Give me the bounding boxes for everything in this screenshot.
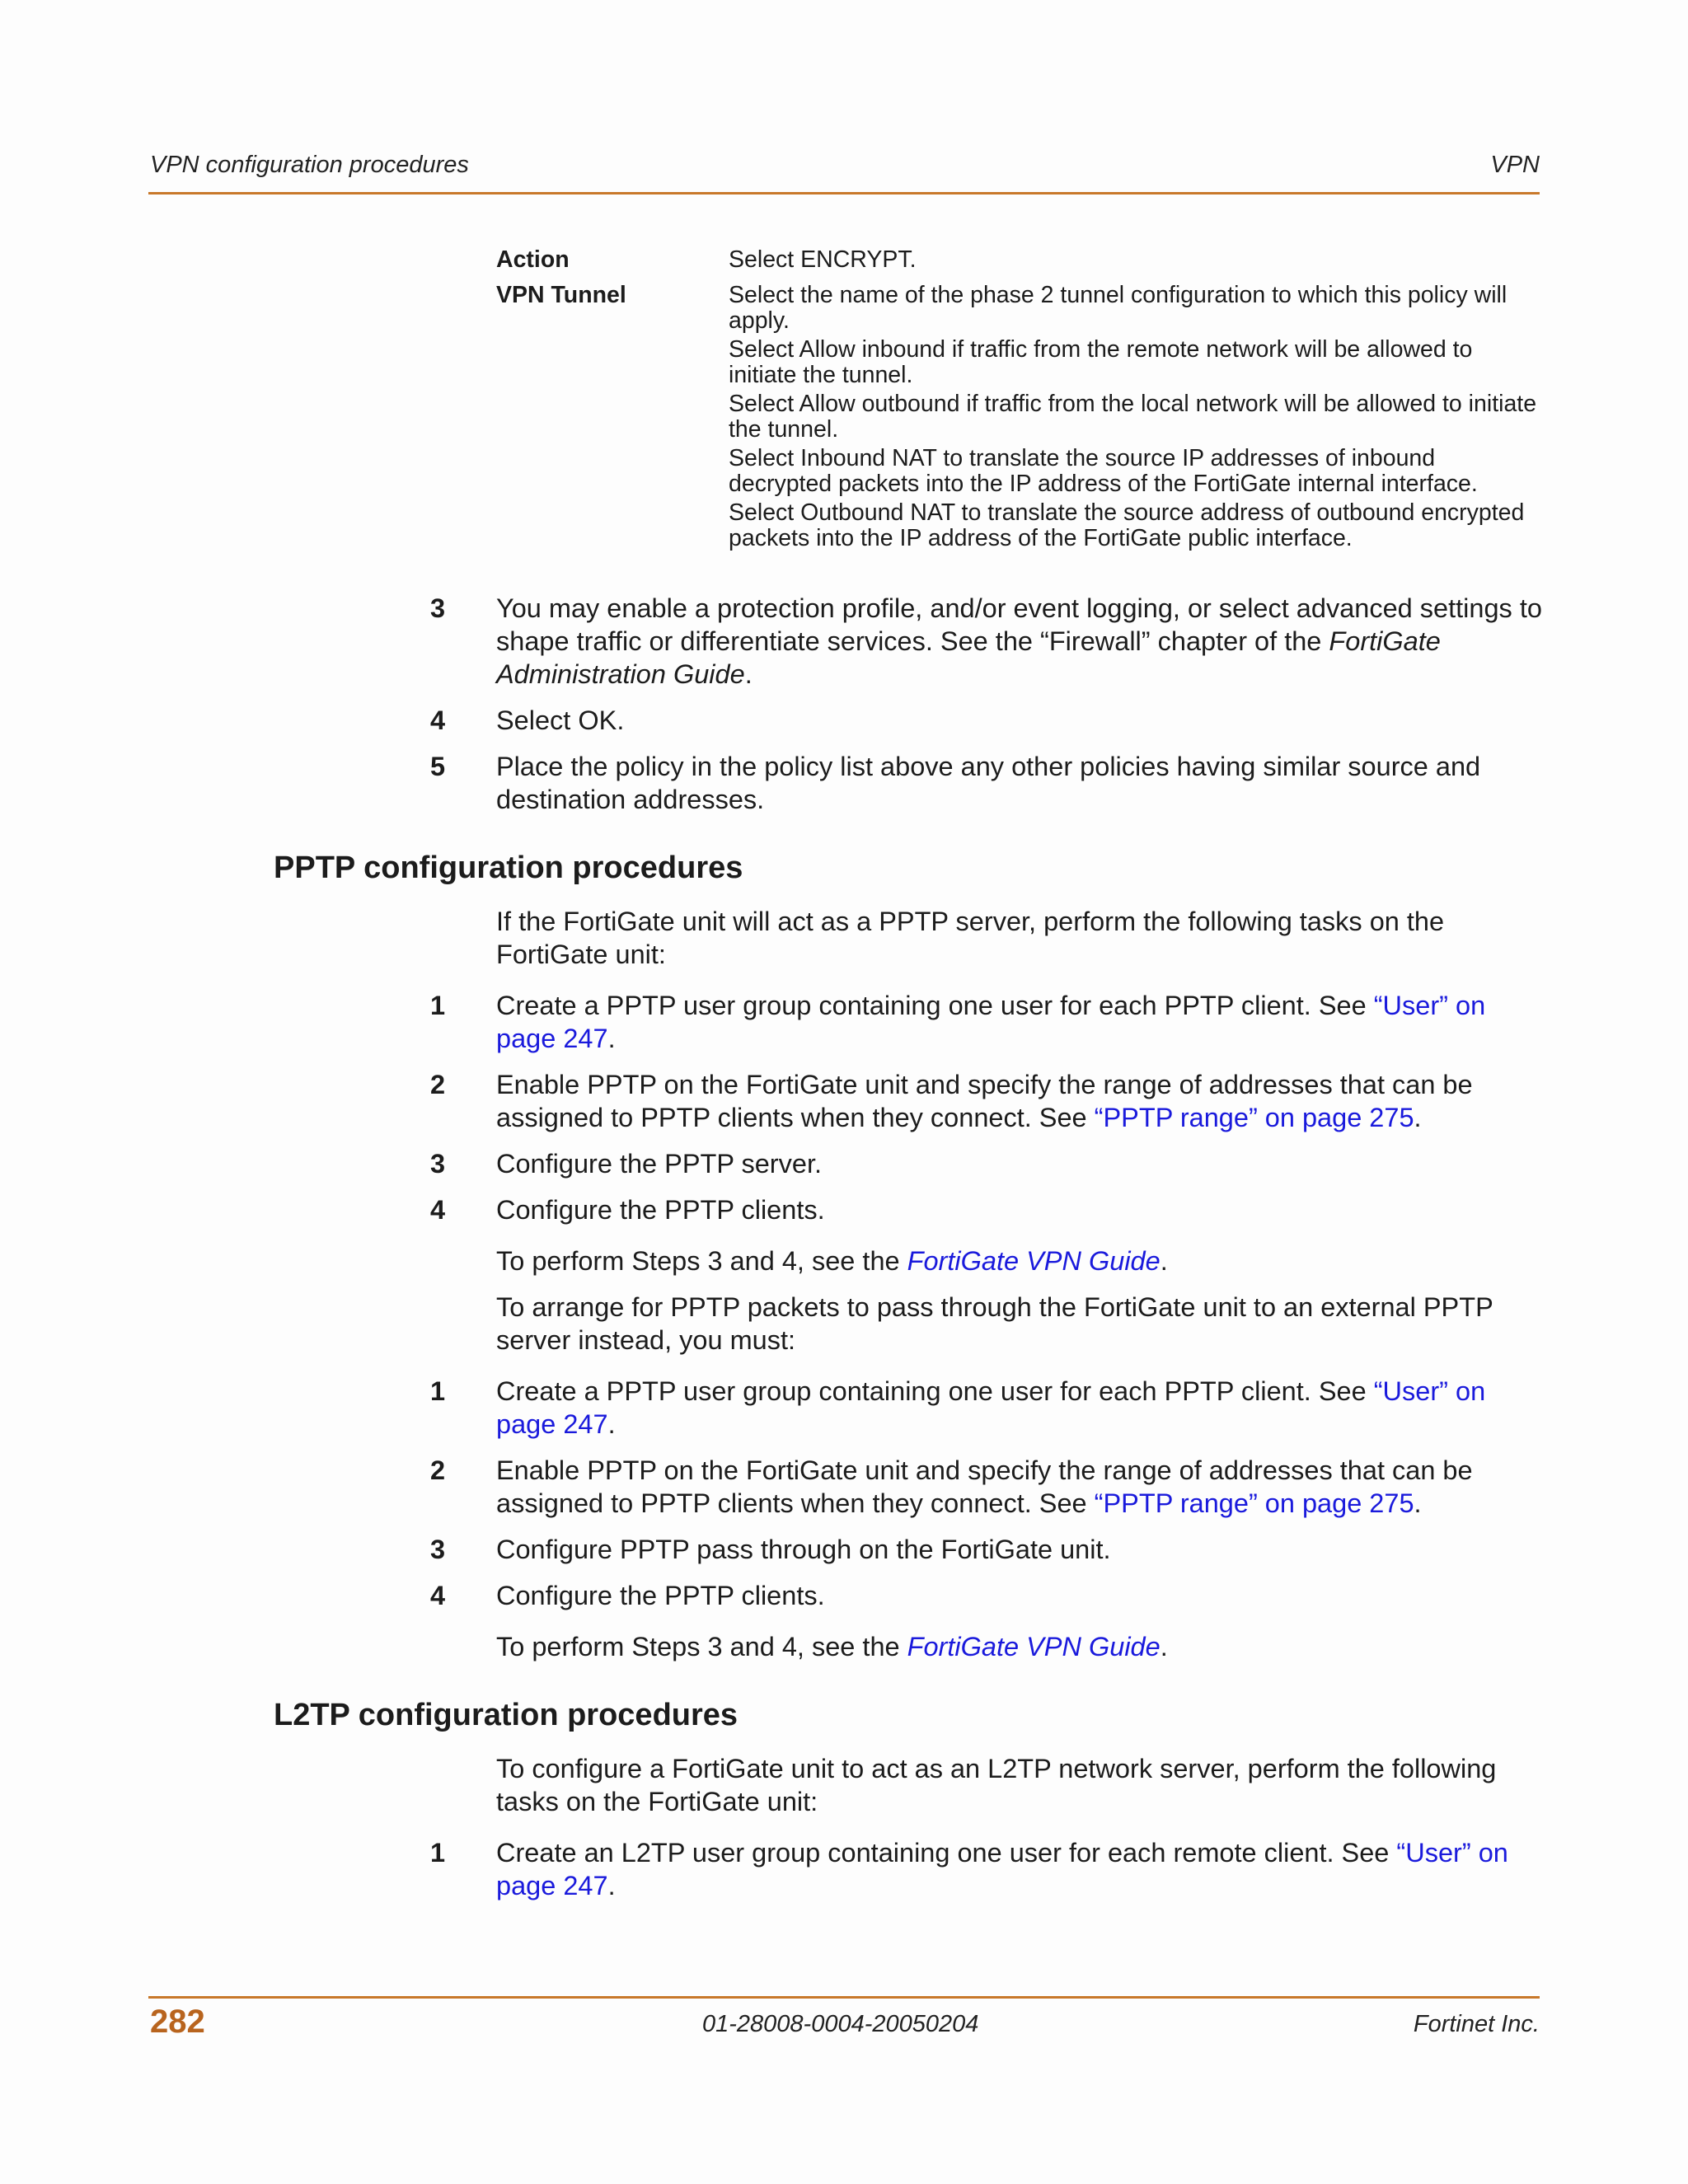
step-number: 1 <box>430 991 446 1020</box>
action-value: Select ENCRYPT. <box>729 246 917 273</box>
section-heading-l2tp: L2TP configuration procedures <box>274 1698 738 1732</box>
header-rule <box>148 192 1540 194</box>
list-item: 4 Configure the PPTP clients. <box>430 1195 825 1225</box>
cross-reference-link[interactable]: “PPTP range” on page 275 <box>1094 1488 1414 1518</box>
step-number: 1 <box>430 1376 446 1406</box>
step-number: 3 <box>430 1149 446 1179</box>
running-header-chapter: VPN <box>1490 152 1540 178</box>
table-row-vpn-tunnel <box>496 283 1540 551</box>
section-heading-pptp: PPTP configuration procedures <box>274 851 743 885</box>
cross-reference-link[interactable]: “User” on page 247 <box>496 1838 1508 1900</box>
list-item: 2 Enable PPTP on the FortiGate unit and specify the range of addresses that can be assigned to PPTP clients when they connect. See “PPTP range” on page 275. <box>430 1455 1473 1518</box>
list-item: 1 Create a PPTP user group containing one user for each PPTP client. See “User” on page 247. <box>430 1376 1486 1439</box>
list-item: 3 Configure the PPTP server. <box>430 1149 823 1179</box>
running-header-section: VPN configuration procedures <box>150 152 469 178</box>
list-item: 1 Create an L2TP user group containing one user for each remote client. See “User” on page 247. <box>430 1838 1508 1900</box>
list-item: 1 Create a PPTP user group containing one user for each PPTP client. See “User” on page 247. <box>430 991 1486 1053</box>
step-number: 4 <box>430 1195 446 1225</box>
cross-reference-link[interactable]: “User” on page 247 <box>496 991 1486 1053</box>
step-number: 4 <box>430 1581 446 1610</box>
vpn-tunnel-desc-1: Select the name of the phase 2 tunnel configuration to which this policy will apply. <box>729 282 1507 334</box>
pptp-passthrough-intro: To arrange for PPTP packets to pass through the FortiGate unit to an external PPTP server instead, you must: <box>496 1292 1493 1355</box>
step-number: 3 <box>430 593 446 623</box>
vpn-tunnel-desc-2: Select Allow inbound if traffic from the remote network will be allowed to initiate the tunnel. <box>729 336 1473 388</box>
guide-link[interactable]: FortiGate VPN Guide <box>907 1246 1160 1276</box>
step-number: 1 <box>430 1838 446 1868</box>
body-text <box>274 592 1543 1902</box>
list-item: 3 Configure PPTP pass through on the FortiGate unit. <box>430 1535 1111 1564</box>
l2tp-intro: To configure a FortiGate unit to act as an L2TP network server, perform the following tasks on the FortiGate unit: <box>496 1754 1497 1816</box>
vpn-tunnel-desc-4: Select Inbound NAT to translate the source IP addresses of inbound decrypted packets into the IP address of the FortiGate internal interface. <box>729 445 1478 497</box>
cross-reference-link[interactable]: “PPTP range” on page 275 <box>1094 1103 1414 1132</box>
list-item: 4 Configure the PPTP clients. <box>430 1581 825 1610</box>
list-item: 2 Enable PPTP on the FortiGate unit and specify the range of addresses that can be assigned to PPTP clients when they connect. See “PPTP range” on page 275. <box>430 1070 1473 1132</box>
step-number: 3 <box>430 1535 446 1564</box>
list-item: 3 You may enable a protection profile, and/or event logging, or select advanced settings to shape traffic or differentiate services. See the “Firewall” chapter of the FortiGate Administration Guide. <box>430 593 1542 689</box>
step-number: 2 <box>430 1455 446 1485</box>
page-number: 282 <box>150 2004 205 2040</box>
footer-rule <box>148 1996 1540 1999</box>
action-label: Action <box>496 246 570 273</box>
company-name: Fortinet Inc. <box>1413 2011 1540 2037</box>
guide-title: FortiGate Administration Guide <box>496 626 1441 689</box>
vpn-tunnel-label: VPN Tunnel <box>496 282 626 308</box>
guide-link[interactable]: FortiGate VPN Guide <box>907 1632 1160 1661</box>
step-number: 2 <box>430 1070 446 1099</box>
pptp-intro: If the FortiGate unit will act as a PPTP server, perform the following tasks on the FortiGate unit: <box>496 907 1445 969</box>
document-id: 01-28008-0004-20050204 <box>702 2011 979 2037</box>
policy-settings-table <box>496 247 1540 561</box>
list-item: 4 Select OK. <box>430 705 625 735</box>
table-row-action <box>496 247 1540 273</box>
step-number: 5 <box>430 752 446 781</box>
pptp-note-2: To perform Steps 3 and 4, see the FortiGate VPN Guide. <box>496 1632 1168 1661</box>
list-item: 5 Place the policy in the policy list above any other policies having similar source and destination addresses. <box>430 752 1481 814</box>
step-number: 4 <box>430 705 446 735</box>
cross-reference-link[interactable]: “User” on page 247 <box>496 1376 1486 1439</box>
vpn-tunnel-desc-5: Select Outbound NAT to translate the source address of outbound encrypted packets into the IP address of the FortiGate public interface. <box>729 499 1525 551</box>
pptp-note-1: To perform Steps 3 and 4, see the FortiGate VPN Guide. <box>496 1246 1168 1276</box>
vpn-tunnel-desc-3: Select Allow outbound if traffic from the local network will be allowed to initiate the tunnel. <box>729 391 1537 443</box>
